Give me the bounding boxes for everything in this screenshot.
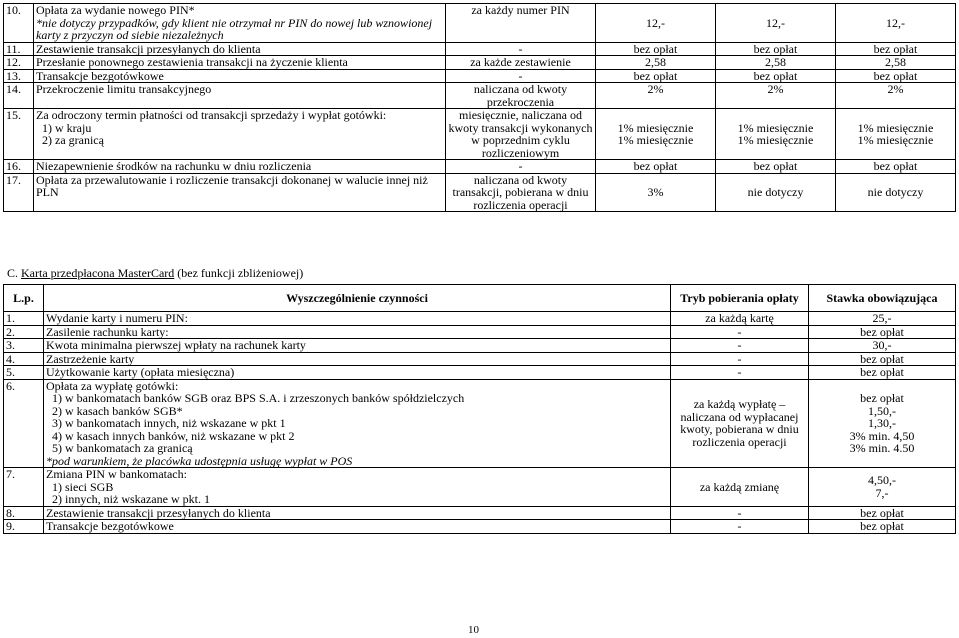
description-line: Zmiana PIN w bankomatach:: [46, 467, 187, 481]
row-rate-b: 12,-: [716, 4, 836, 43]
row-rate-b: bez opłat: [716, 160, 836, 174]
row-description: [44, 352, 671, 366]
row-description: [34, 69, 446, 83]
section-c-title: Karta przedpłacona MasterCard: [21, 266, 175, 280]
description-line: Zastrzeżenie karty: [46, 351, 135, 366]
row-rate: bez opłat: [809, 366, 956, 380]
row-rate-a: 3%: [596, 173, 716, 212]
row-description: [44, 506, 671, 520]
row-rate-b: 2,58: [716, 56, 836, 70]
description-line: Opłata za przewalutowanie i rozliczenie transakcji dokonanej w walucie innej niż PLN: [36, 172, 428, 199]
row-rate-a: 1% miesięcznie 1% miesięcznie: [596, 109, 716, 160]
row-number: 15.: [4, 109, 34, 160]
row-rate-a: 12,-: [596, 4, 716, 43]
table-row: [4, 56, 956, 70]
table-row: [4, 520, 956, 534]
row-number: 16.: [4, 160, 34, 174]
table-row: [4, 312, 956, 326]
description-line: Użytkowanie karty (opłata miesięczna): [46, 365, 235, 379]
row-number: 5.: [4, 366, 44, 380]
row-number: 13.: [4, 69, 34, 83]
description-line: Wydanie karty i numeru PIN:: [46, 311, 188, 325]
description-line: 3) w bankomatach innych, niż wskazane w pkt 1: [52, 416, 286, 430]
description-line: Opłata za wydanie nowego PIN*: [36, 3, 195, 17]
row-number: 3.: [4, 339, 44, 353]
row-collection-mode: -: [671, 520, 809, 534]
row-rate-c: 1% miesięcznie 1% miesięcznie: [836, 109, 956, 160]
description-line: 2) innych, niż wskazane w pkt. 1: [52, 492, 210, 506]
row-description: [34, 42, 446, 56]
row-rate: bez opłat: [809, 325, 956, 339]
row-collection-mode: za każdy numer PIN: [446, 4, 596, 43]
row-collection-mode: -: [446, 160, 596, 174]
row-rate: 30,-: [809, 339, 956, 353]
row-rate: 25,-: [809, 312, 956, 326]
row-description: [34, 160, 446, 174]
row-rate-b: bez opłat: [716, 42, 836, 56]
section-c-heading: [7, 266, 303, 281]
description-line: 2) za granicą: [42, 133, 104, 147]
row-rate: bez opłat: [809, 352, 956, 366]
row-rate: bez opłat 1,50,- 1,30,- 3% min. 4,50 3% min. 4.50: [809, 379, 956, 468]
row-collection-mode: -: [671, 339, 809, 353]
row-description: [34, 83, 446, 109]
header-lp: L.p.: [4, 285, 44, 312]
prepaid-card-fees-table: [3, 284, 956, 534]
row-number: 8.: [4, 506, 44, 520]
table-row: [4, 325, 956, 339]
section-c-prefix: C.: [7, 266, 22, 280]
row-rate-c: 2%: [836, 83, 956, 109]
row-number: 17.: [4, 173, 34, 212]
table-row: [4, 42, 956, 56]
description-note: *pod warunkiem, że placówka udostępnia usługę wypłat w POS: [46, 453, 353, 468]
description-line: Transakcje bezgotówkowe: [46, 519, 174, 533]
row-number: 11.: [4, 42, 34, 56]
description-line: Zasilenie rachunku karty:: [46, 324, 169, 339]
row-description: [44, 520, 671, 534]
row-description: [34, 173, 446, 212]
row-rate-a: bez opłat: [596, 42, 716, 56]
row-number: 2.: [4, 325, 44, 339]
row-rate-c: bez opłat: [836, 160, 956, 174]
row-rate-c: bez opłat: [836, 42, 956, 56]
description-line: 5) w bankomatach za granicą: [52, 441, 193, 455]
description-line: Zestawienie transakcji przesyłanych do klienta: [46, 505, 271, 520]
table-row: [4, 160, 956, 174]
row-rate-c: nie dotyczy: [836, 173, 956, 212]
row-rate-b: 1% miesięcznie 1% miesięcznie: [716, 109, 836, 160]
row-number: 10.: [4, 4, 34, 43]
row-description: [44, 312, 671, 326]
row-description: [44, 325, 671, 339]
description-line: 1) w bankomatach banków SGB oraz BPS S.A. i zrzeszonych banków spółdzielczych: [52, 391, 465, 405]
row-collection-mode: -: [671, 506, 809, 520]
row-number: 4.: [4, 352, 44, 366]
row-rate: 4,50,- 7,-: [809, 468, 956, 507]
row-rate-c: 2,58: [836, 56, 956, 70]
header-rate: Stawka obowiązująca: [809, 285, 956, 312]
row-rate-a: bez opłat: [596, 160, 716, 174]
row-collection-mode: za każdą kartę: [671, 312, 809, 326]
description-line: Przesłanie ponownego zestawienia transakcji na życzenie klienta: [36, 55, 348, 69]
table-row: [4, 83, 956, 109]
row-number: 6.: [4, 379, 44, 468]
table-row: [4, 4, 956, 43]
row-collection-mode: naliczana od kwoty transakcji, pobierana w dniu rozliczenia operacji: [446, 173, 596, 212]
table-row: [4, 173, 956, 212]
table-row: [4, 109, 956, 160]
row-description: [44, 339, 671, 353]
table-row: [4, 69, 956, 83]
row-description: [44, 366, 671, 380]
row-collection-mode: -: [671, 352, 809, 366]
description-line: Kwota minimalna pierwszej wpłaty na rachunek karty: [46, 338, 306, 352]
description-line: Zestawienie transakcji przesyłanych do klienta: [36, 41, 261, 56]
description-line: 2) w kasach banków SGB*: [52, 403, 183, 418]
row-collection-mode: -: [446, 69, 596, 83]
row-rate-b: bez opłat: [716, 69, 836, 83]
row-rate-a: 2%: [596, 83, 716, 109]
table-row: [4, 506, 956, 520]
row-rate: bez opłat: [809, 506, 956, 520]
row-rate-a: bez opłat: [596, 69, 716, 83]
row-collection-mode: -: [671, 366, 809, 380]
row-collection-mode: za każdą zmianę: [671, 468, 809, 507]
row-rate: bez opłat: [809, 520, 956, 534]
description-line: 4) w kasach innych banków, niż wskazane w pkt 2: [52, 428, 295, 443]
row-collection-mode: naliczana od kwoty przekroczenia: [446, 83, 596, 109]
row-description: [34, 4, 446, 43]
header-mode: Tryb pobierania opłaty: [671, 285, 809, 312]
table-header-row: [4, 285, 956, 312]
row-collection-mode: za każde zestawienie: [446, 56, 596, 70]
row-collection-mode: -: [671, 325, 809, 339]
page-number: 10: [468, 624, 479, 636]
row-number: 7.: [4, 468, 44, 507]
row-number: 9.: [4, 520, 44, 534]
row-rate-b: nie dotyczy: [716, 173, 836, 212]
description-line: Transakcje bezgotówkowe: [36, 68, 164, 83]
row-description: [44, 468, 671, 507]
row-rate-b: 2%: [716, 83, 836, 109]
description-line: Opłata za wypłatę gotówki:: [46, 378, 179, 393]
row-description: [44, 379, 671, 468]
row-rate-a: 2,58: [596, 56, 716, 70]
header-description: Wyszczególnienie czynności: [44, 285, 671, 312]
row-rate-c: bez opłat: [836, 69, 956, 83]
description-line: 1) w kraju: [42, 120, 92, 135]
table-row: [4, 366, 956, 380]
row-collection-mode: miesięcznie, naliczana od kwoty transakcji wykonanych w poprzednim cyklu rozliczeniowym: [446, 109, 596, 160]
row-number: 14.: [4, 83, 34, 109]
table-row: [4, 352, 956, 366]
row-number: 12.: [4, 56, 34, 70]
row-collection-mode: -: [446, 42, 596, 56]
fees-table-continued: [3, 3, 956, 212]
row-description: [34, 56, 446, 70]
description-line: 1) sieci SGB: [52, 479, 114, 494]
row-description: [34, 109, 446, 160]
table-row: [4, 379, 956, 468]
description-line: Za odroczony termin płatności od transakcji sprzedaży i wypłat gotówki:: [36, 108, 387, 122]
description-line: Niezapewnienie środków na rachunku w dniu rozliczenia: [36, 159, 312, 173]
table-row: [4, 468, 956, 507]
description-line: Przekroczenie limitu transakcyjnego: [36, 82, 212, 96]
row-number: 1.: [4, 312, 44, 326]
description-note: *nie dotyczy przypadków, gdy klient nie otrzymał nr PIN do nowej lub wznowionej karty z przyczyn od siebie niezależnych: [36, 15, 433, 42]
section-c-suffix: (bez funkcji zbliżeniowej): [174, 266, 304, 280]
row-collection-mode: za każdą wypłatę – naliczana od wypłacanej kwoty, pobierana w dniu rozliczenia operacji: [671, 379, 809, 468]
row-rate-c: 12,-: [836, 4, 956, 43]
table-row: [4, 339, 956, 353]
